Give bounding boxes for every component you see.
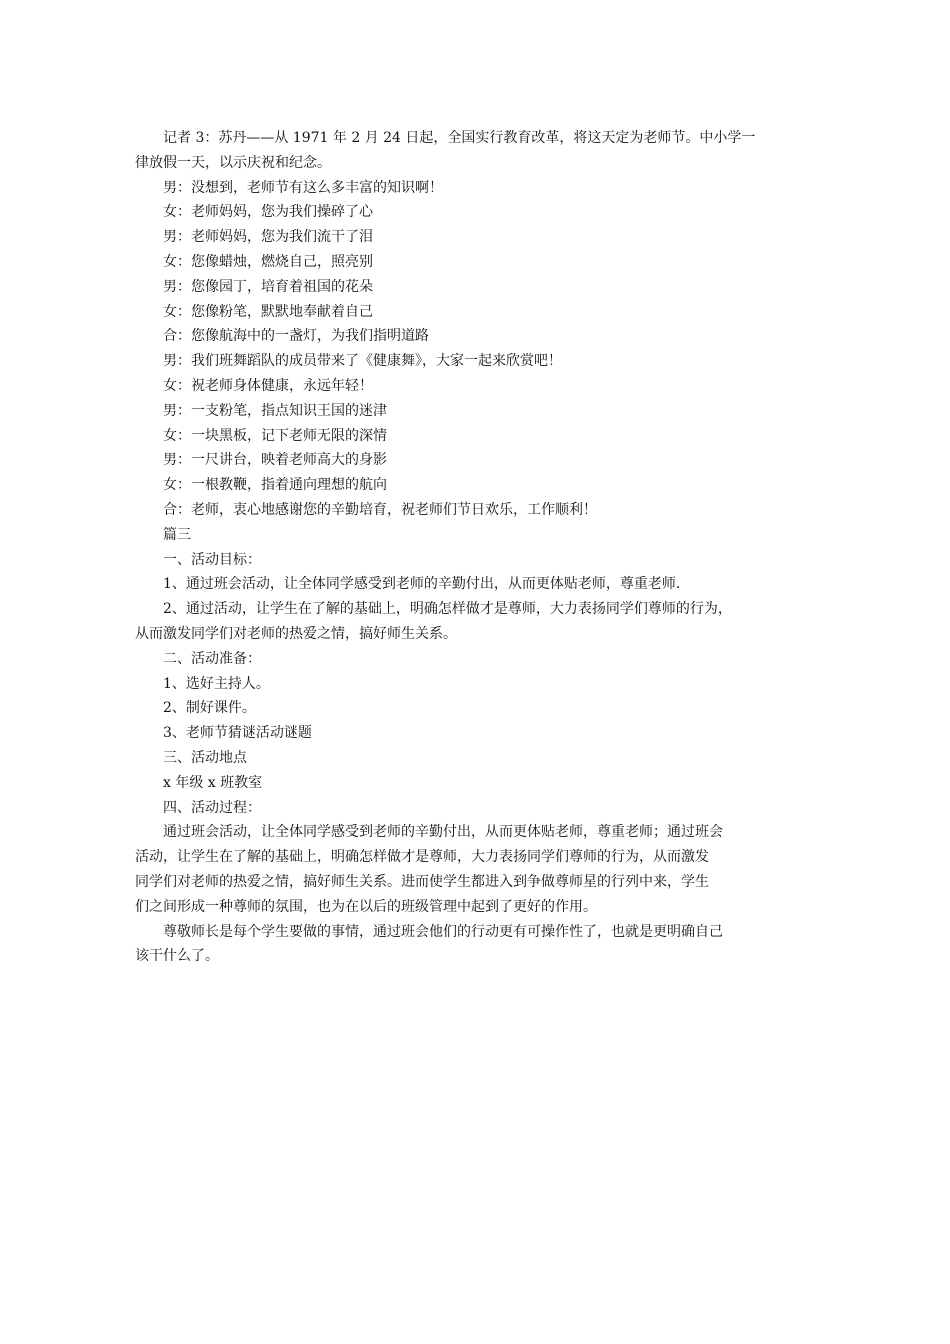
text-line: 同学们对老师的热爱之情，搞好师生关系。进而使学生都进入到争做尊师星的行列中来，学生 <box>135 873 709 890</box>
text-line: 活动，让学生在了解的基础上，明确怎样做才是尊师，大力表扬同学们尊师的行为，从而激发 <box>135 849 709 866</box>
text-line: 篇三 <box>163 526 191 543</box>
text-line: 三、活动地点 <box>163 749 247 766</box>
text-line: 男：我们班舞蹈队的成员带来了《健康舞》，大家一起来欣赏吧！ <box>163 353 562 370</box>
text-line: 们之间形成一种尊师的氛围，也为在以后的班级管理中起到了更好的作用。 <box>135 898 597 915</box>
text-line: 2、通过活动，让学生在了解的基础上，明确怎样做才是尊师，大力表扬同学们尊师的行为， <box>163 601 732 618</box>
text-line: x 年级 x 班教室 <box>163 774 263 791</box>
text-line: 男：您像园丁，培育着祖国的花朵 <box>163 278 373 295</box>
text-line: 该干什么了。 <box>135 948 219 965</box>
text-line: 尊敬师长是每个学生要做的事情，通过班会他们的行动更有可操作性了，也就是更明确自己 <box>163 923 723 940</box>
text-line: 女：一根教鞭，指着通向理想的航向 <box>163 477 387 494</box>
text-line: 女：您像蜡烛，燃烧自己，照亮别 <box>163 253 373 270</box>
text-line: 女：祝老师身体健康，永远年轻！ <box>163 377 373 394</box>
text-line: 男：没想到，老师节有这么多丰富的知识啊！ <box>163 179 443 196</box>
document-page <box>135 126 815 969</box>
text-line: 女：您像粉笔，默默地奉献着自己 <box>163 303 373 320</box>
text-line: 男：老师妈妈，您为我们流干了泪 <box>163 229 373 246</box>
text-line: 一、活动目标： <box>163 551 261 568</box>
text-line: 2、制好课件。 <box>163 700 256 717</box>
text-line: 从而激发同学们对老师的热爱之情，搞好师生关系。 <box>135 625 457 642</box>
text-line: 二、活动准备： <box>163 650 261 667</box>
text-line: 通过班会活动，让全体同学感受到老师的辛勤付出，从而更体贴老师，尊重老师；通过班会 <box>163 824 723 841</box>
text-line: 合：您像航海中的一盏灯，为我们指明道路 <box>163 328 429 345</box>
text-line: 律放假一天，以示庆祝和纪念。 <box>135 154 331 171</box>
text-line: 1、选好主持人。 <box>163 675 270 692</box>
text-line: 男：一尺讲台，映着老师高大的身影 <box>163 452 387 469</box>
text-line: 女：一块黑板，记下老师无限的深情 <box>163 427 387 444</box>
text-body <box>135 126 815 969</box>
text-line: 3、老师节猜谜活动谜题 <box>163 725 312 742</box>
text-line: 女：老师妈妈，您为我们操碎了心 <box>163 204 373 221</box>
text-line: 四、活动过程： <box>163 799 261 816</box>
text-line: 1、通过班会活动，让全体同学感受到老师的辛勤付出，从而更体贴老师，尊重老师. <box>163 576 681 593</box>
text-line: 合：老师，衷心地感谢您的辛勤培育，祝老师们节日欢乐，工作顺利！ <box>163 501 597 518</box>
text-line: 记者 3：苏丹——从 1971 年 2 月 24 日起，全国实行教育改革，将这天定为老师节。中小学一 <box>163 130 756 146</box>
text-line: 男：一支粉笔，指点知识王国的迷津 <box>163 402 387 419</box>
